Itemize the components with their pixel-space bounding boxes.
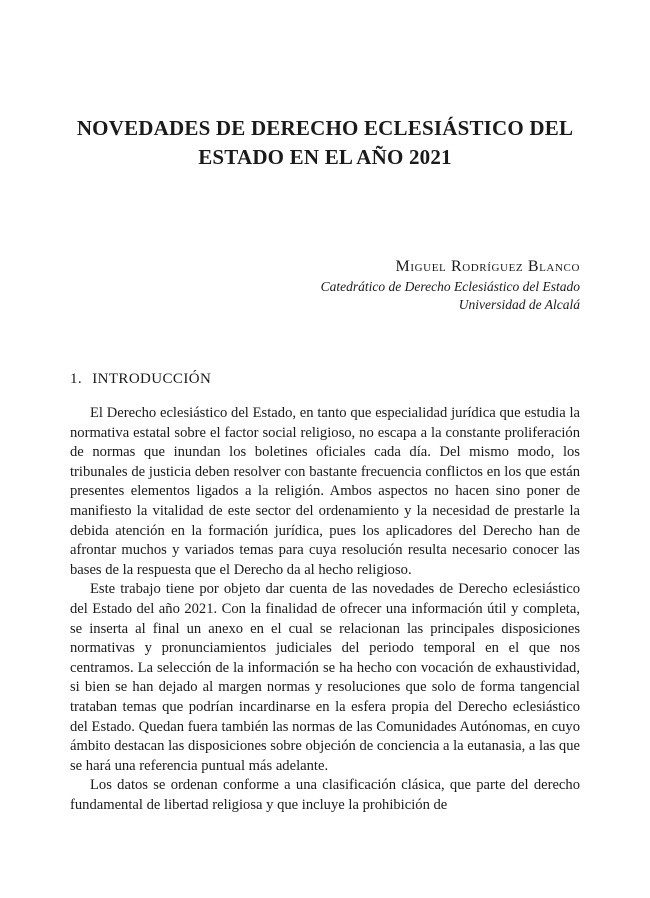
paragraph: Este trabajo tiene por objeto dar cuenta de las novedades de Derecho eclesiástico del Estado del año 2021. Con la finalidad de ofrecer una información útil y completa, se inserta al final un anexo en el cual se relacionan las principales disposiciones normativas y pronunciamientos judiciales del periodo temporal en el que nos centramos. La selección de la información se ha hecho con vocación de exhaustividad, si bien se han dejado al margen normas y resoluciones que solo de forma tangencial trataban temas que podrían incardinarse en la esfera propia del Derecho eclesiástico del Estado. Quedan fuera también las normas de las Comunidades Autónomas, en cuyo ámbito destacan las disposiciones sobre objeción de conciencia a la eutanasia, a las que se hará una referencia puntual más adelante. xyxy=(70,581,580,774)
paper-title xyxy=(40,114,610,172)
author-position: Catedrático de Derecho Eclesiástico del Estado xyxy=(320,279,580,294)
paragraph: Los datos se ordenan conforme a una clasificación clásica, que parte del derecho fundamental de libertad religiosa y que incluye la prohibición de xyxy=(70,777,580,813)
section-number: 1. xyxy=(70,371,83,387)
paragraph: El Derecho eclesiástico del Estado, en tanto que especialidad jurídica que estudia la normativa estatal sobre el factor social religioso, no escapa a la constante proliferación de normas que inundan los boletines oficiales cada día. Del mismo modo, los tribunales de justicia deben resolver con bastante frecuencia conflictos en los que están presentes elementos ligados a la religión. Ambos aspectos no hacen sino poner de manifiesto la vitalidad de este sector del ordenamiento y la necesidad de prestarle la debida atención en la formación jurídica, pues los aplicadores del Derecho han de afrontar muchos y variados temas para cuya resolución resulta necesario conocer las bases de la respuesta que el Derecho da al hecho religioso. xyxy=(70,405,580,578)
section-title: INTRODUCCIÓN xyxy=(92,371,212,387)
paper-title-line-2: ESTADO EN EL AÑO 2021 xyxy=(198,145,452,169)
body-text xyxy=(70,404,580,815)
author-block xyxy=(321,256,580,314)
author-institution: Universidad de Alcalá xyxy=(458,297,580,312)
paper-title-line-1: NOVEDADES DE DERECHO ECLESIÁSTICO DEL xyxy=(76,116,574,140)
author-name: Miguel Rodríguez Blanco xyxy=(395,258,580,275)
section-heading xyxy=(70,369,211,389)
